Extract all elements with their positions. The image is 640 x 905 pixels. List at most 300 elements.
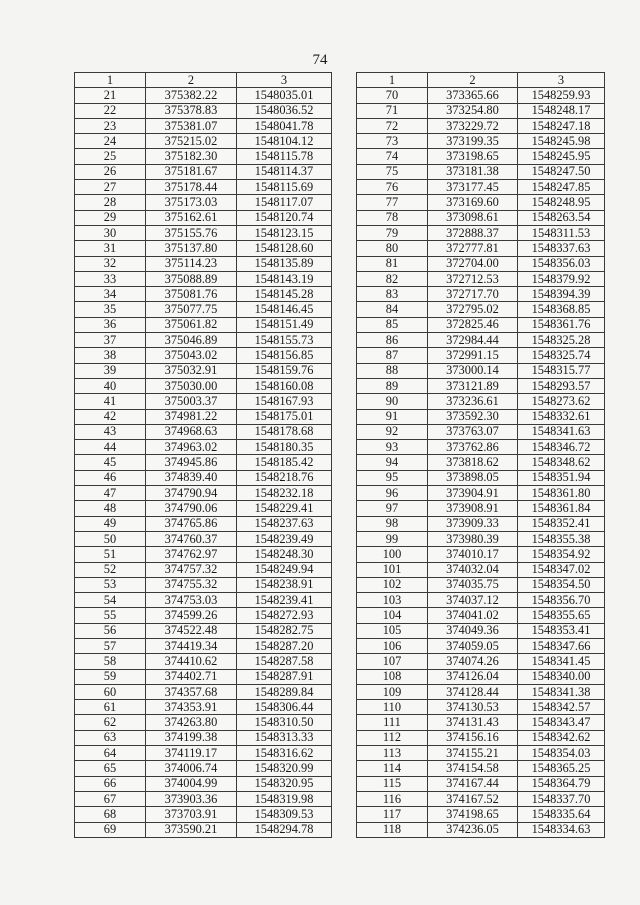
x-coordinate-cell: 373980.39 (428, 531, 518, 546)
table-row (357, 164, 605, 179)
x-coordinate-cell: 374074.26 (428, 654, 518, 669)
point-number-cell: 111 (357, 715, 428, 730)
x-coordinate-cell: 373365.66 (428, 88, 518, 103)
y-coordinate-cell: 1548247.85 (518, 180, 605, 195)
x-coordinate-cell: 373254.80 (428, 103, 518, 118)
x-coordinate-cell: 372984.44 (428, 333, 518, 348)
x-coordinate-cell: 375077.75 (146, 302, 237, 317)
y-coordinate-cell: 1548347.02 (518, 562, 605, 577)
table-row (357, 577, 605, 592)
y-coordinate-cell: 1548356.03 (518, 256, 605, 271)
x-coordinate-cell: 374156.16 (428, 730, 518, 745)
point-number-cell: 84 (357, 302, 428, 317)
table-row (357, 88, 605, 103)
y-coordinate-cell: 1548361.84 (518, 501, 605, 516)
x-coordinate-cell: 372777.81 (428, 241, 518, 256)
y-coordinate-cell: 1548361.76 (518, 317, 605, 332)
x-coordinate-cell: 375030.00 (146, 378, 237, 393)
table-row (75, 180, 332, 195)
table-row (75, 776, 332, 791)
x-coordinate-cell: 375088.89 (146, 271, 237, 286)
point-number-cell: 118 (357, 822, 428, 837)
table-row (357, 470, 605, 485)
table-row (75, 378, 332, 393)
y-coordinate-cell: 1548320.99 (237, 761, 332, 776)
x-coordinate-cell: 372825.46 (428, 317, 518, 332)
table-row (75, 638, 332, 653)
table-row (75, 363, 332, 378)
table-row (75, 700, 332, 715)
y-coordinate-cell: 1548180.35 (237, 440, 332, 455)
point-number-cell: 60 (75, 684, 146, 699)
y-coordinate-cell: 1548143.19 (237, 271, 332, 286)
x-coordinate-cell: 373592.30 (428, 409, 518, 424)
x-coordinate-cell: 373236.61 (428, 394, 518, 409)
table-row (357, 715, 605, 730)
table-row (75, 164, 332, 179)
x-coordinate-cell: 374119.17 (146, 746, 237, 761)
y-coordinate-cell: 1548293.57 (518, 378, 605, 393)
y-coordinate-cell: 1548311.53 (518, 225, 605, 240)
x-coordinate-cell: 375081.76 (146, 287, 237, 302)
point-number-cell: 30 (75, 225, 146, 240)
x-coordinate-cell: 373199.35 (428, 134, 518, 149)
x-coordinate-cell: 374757.32 (146, 562, 237, 577)
y-coordinate-cell: 1548287.91 (237, 669, 332, 684)
x-coordinate-cell: 374035.75 (428, 577, 518, 592)
table-row (75, 134, 332, 149)
column-header: 2 (428, 73, 518, 88)
point-number-cell: 110 (357, 700, 428, 715)
y-coordinate-cell: 1548041.78 (237, 118, 332, 133)
y-coordinate-cell: 1548114.37 (237, 164, 332, 179)
point-number-cell: 74 (357, 149, 428, 164)
x-coordinate-cell: 375173.03 (146, 195, 237, 210)
table-row (357, 134, 605, 149)
point-number-cell: 80 (357, 241, 428, 256)
y-coordinate-cell: 1548123.15 (237, 225, 332, 240)
y-coordinate-cell: 1548117.07 (237, 195, 332, 210)
point-number-cell: 38 (75, 348, 146, 363)
y-coordinate-cell: 1548356.70 (518, 593, 605, 608)
y-coordinate-cell: 1548355.65 (518, 608, 605, 623)
table-row (357, 791, 605, 806)
x-coordinate-cell: 373181.38 (428, 164, 518, 179)
point-number-cell: 62 (75, 715, 146, 730)
point-number-cell: 44 (75, 440, 146, 455)
point-number-cell: 51 (75, 547, 146, 562)
table-row (357, 669, 605, 684)
y-coordinate-cell: 1548287.20 (237, 638, 332, 653)
coordinates-table-left (74, 72, 332, 838)
point-number-cell: 43 (75, 424, 146, 439)
table-row (357, 516, 605, 531)
table-row (357, 638, 605, 653)
y-coordinate-cell: 1548354.92 (518, 547, 605, 562)
y-coordinate-cell: 1548294.78 (237, 822, 332, 837)
table-row (75, 486, 332, 501)
y-coordinate-cell: 1548394.39 (518, 287, 605, 302)
point-number-cell: 67 (75, 791, 146, 806)
x-coordinate-cell: 372704.00 (428, 256, 518, 271)
point-number-cell: 86 (357, 333, 428, 348)
point-number-cell: 64 (75, 746, 146, 761)
point-number-cell: 81 (357, 256, 428, 271)
table-row (357, 776, 605, 791)
table-row (357, 700, 605, 715)
x-coordinate-cell: 374167.52 (428, 791, 518, 806)
point-number-cell: 58 (75, 654, 146, 669)
point-number-cell: 75 (357, 164, 428, 179)
point-number-cell: 21 (75, 88, 146, 103)
point-number-cell: 69 (75, 822, 146, 837)
table-row (357, 684, 605, 699)
point-number-cell: 26 (75, 164, 146, 179)
table-row (357, 593, 605, 608)
y-coordinate-cell: 1548104.12 (237, 134, 332, 149)
y-coordinate-cell: 1548248.95 (518, 195, 605, 210)
y-coordinate-cell: 1548128.60 (237, 241, 332, 256)
y-coordinate-cell: 1548309.53 (237, 807, 332, 822)
table-row (357, 287, 605, 302)
table-row (357, 761, 605, 776)
x-coordinate-cell: 374839.40 (146, 470, 237, 485)
table-row (357, 256, 605, 271)
table-row (75, 409, 332, 424)
table-row (75, 791, 332, 806)
table-row (357, 271, 605, 286)
table-row (357, 394, 605, 409)
y-coordinate-cell: 1548347.66 (518, 638, 605, 653)
point-number-cell: 92 (357, 424, 428, 439)
point-number-cell: 103 (357, 593, 428, 608)
y-coordinate-cell: 1548185.42 (237, 455, 332, 470)
table-row (75, 88, 332, 103)
point-number-cell: 24 (75, 134, 146, 149)
y-coordinate-cell: 1548348.62 (518, 455, 605, 470)
y-coordinate-cell: 1548151.49 (237, 317, 332, 332)
point-number-cell: 70 (357, 88, 428, 103)
table-row (357, 118, 605, 133)
x-coordinate-cell: 374059.05 (428, 638, 518, 653)
x-coordinate-cell: 374357.68 (146, 684, 237, 699)
point-number-cell: 48 (75, 501, 146, 516)
point-number-cell: 87 (357, 348, 428, 363)
table-row (357, 363, 605, 378)
point-number-cell: 49 (75, 516, 146, 531)
x-coordinate-cell: 374049.36 (428, 623, 518, 638)
table-row (75, 669, 332, 684)
x-coordinate-cell: 374968.63 (146, 424, 237, 439)
x-coordinate-cell: 374037.12 (428, 593, 518, 608)
y-coordinate-cell: 1548232.18 (237, 486, 332, 501)
y-coordinate-cell: 1548355.38 (518, 531, 605, 546)
y-coordinate-cell: 1548239.49 (237, 531, 332, 546)
x-coordinate-cell: 375032.91 (146, 363, 237, 378)
y-coordinate-cell: 1548364.79 (518, 776, 605, 791)
x-coordinate-cell: 374006.74 (146, 761, 237, 776)
x-coordinate-cell: 373000.14 (428, 363, 518, 378)
column-header: 3 (518, 73, 605, 88)
y-coordinate-cell: 1548337.63 (518, 241, 605, 256)
point-number-cell: 105 (357, 623, 428, 638)
x-coordinate-cell: 374963.02 (146, 440, 237, 455)
table-row (75, 761, 332, 776)
y-coordinate-cell: 1548120.74 (237, 210, 332, 225)
x-coordinate-cell: 375137.80 (146, 241, 237, 256)
x-coordinate-cell: 373908.91 (428, 501, 518, 516)
x-coordinate-cell: 372795.02 (428, 302, 518, 317)
point-number-cell: 76 (357, 180, 428, 195)
table-row (357, 302, 605, 317)
y-coordinate-cell: 1548159.76 (237, 363, 332, 378)
table-row (75, 302, 332, 317)
page-number: 74 (312, 52, 328, 68)
table-row (75, 348, 332, 363)
y-coordinate-cell: 1548287.58 (237, 654, 332, 669)
y-coordinate-cell: 1548259.93 (518, 88, 605, 103)
x-coordinate-cell: 374765.86 (146, 516, 237, 531)
y-coordinate-cell: 1548306.44 (237, 700, 332, 715)
table-row (357, 730, 605, 745)
x-coordinate-cell: 372717.70 (428, 287, 518, 302)
table-row (75, 547, 332, 562)
table-row (75, 746, 332, 761)
point-number-cell: 29 (75, 210, 146, 225)
point-number-cell: 78 (357, 210, 428, 225)
table-row (357, 440, 605, 455)
x-coordinate-cell: 372991.15 (428, 348, 518, 363)
point-number-cell: 88 (357, 363, 428, 378)
point-number-cell: 54 (75, 593, 146, 608)
column-header: 2 (146, 73, 237, 88)
point-number-cell: 108 (357, 669, 428, 684)
y-coordinate-cell: 1548379.92 (518, 271, 605, 286)
table-header-row (357, 73, 605, 88)
y-coordinate-cell: 1548342.57 (518, 700, 605, 715)
table-row (75, 654, 332, 669)
x-coordinate-cell: 374981.22 (146, 409, 237, 424)
y-coordinate-cell: 1548353.41 (518, 623, 605, 638)
y-coordinate-cell: 1548316.62 (237, 746, 332, 761)
table-row (357, 562, 605, 577)
point-number-cell: 59 (75, 669, 146, 684)
point-number-cell: 57 (75, 638, 146, 653)
y-coordinate-cell: 1548145.28 (237, 287, 332, 302)
table-row (357, 654, 605, 669)
table-row (357, 241, 605, 256)
point-number-cell: 117 (357, 807, 428, 822)
table-row (75, 256, 332, 271)
y-coordinate-cell: 1548319.98 (237, 791, 332, 806)
x-coordinate-cell: 374198.65 (428, 807, 518, 822)
x-coordinate-cell: 373121.89 (428, 378, 518, 393)
point-number-cell: 55 (75, 608, 146, 623)
point-number-cell: 79 (357, 225, 428, 240)
y-coordinate-cell: 1548135.89 (237, 256, 332, 271)
point-number-cell: 72 (357, 118, 428, 133)
y-coordinate-cell: 1548238.91 (237, 577, 332, 592)
x-coordinate-cell: 375162.61 (146, 210, 237, 225)
table-row (75, 241, 332, 256)
x-coordinate-cell: 372888.37 (428, 225, 518, 240)
point-number-cell: 85 (357, 317, 428, 332)
table-row (75, 470, 332, 485)
y-coordinate-cell: 1548160.08 (237, 378, 332, 393)
point-number-cell: 91 (357, 409, 428, 424)
x-coordinate-cell: 374402.71 (146, 669, 237, 684)
point-number-cell: 28 (75, 195, 146, 210)
point-number-cell: 90 (357, 394, 428, 409)
table-row (75, 287, 332, 302)
y-coordinate-cell: 1548237.63 (237, 516, 332, 531)
y-coordinate-cell: 1548218.76 (237, 470, 332, 485)
table-row (357, 608, 605, 623)
x-coordinate-cell: 373198.65 (428, 149, 518, 164)
point-number-cell: 34 (75, 287, 146, 302)
table-row (357, 149, 605, 164)
x-coordinate-cell: 373763.07 (428, 424, 518, 439)
table-row (75, 593, 332, 608)
table-row (75, 822, 332, 837)
table-row (357, 486, 605, 501)
table-row (75, 531, 332, 546)
y-coordinate-cell: 1548245.95 (518, 149, 605, 164)
point-number-cell: 107 (357, 654, 428, 669)
point-number-cell: 114 (357, 761, 428, 776)
x-coordinate-cell: 374790.94 (146, 486, 237, 501)
y-coordinate-cell: 1548035.01 (237, 88, 332, 103)
point-number-cell: 71 (357, 103, 428, 118)
point-number-cell: 45 (75, 455, 146, 470)
table-row (75, 103, 332, 118)
point-number-cell: 46 (75, 470, 146, 485)
y-coordinate-cell: 1548325.28 (518, 333, 605, 348)
table-row (357, 225, 605, 240)
table-row (357, 195, 605, 210)
y-coordinate-cell: 1548334.63 (518, 822, 605, 837)
point-number-cell: 109 (357, 684, 428, 699)
x-coordinate-cell: 374753.03 (146, 593, 237, 608)
point-number-cell: 116 (357, 791, 428, 806)
y-coordinate-cell: 1548335.64 (518, 807, 605, 822)
y-coordinate-cell: 1548247.18 (518, 118, 605, 133)
x-coordinate-cell: 375046.89 (146, 333, 237, 348)
point-number-cell: 65 (75, 761, 146, 776)
point-number-cell: 93 (357, 440, 428, 455)
point-number-cell: 37 (75, 333, 146, 348)
point-number-cell: 113 (357, 746, 428, 761)
table-row (75, 149, 332, 164)
x-coordinate-cell: 373909.33 (428, 516, 518, 531)
point-number-cell: 47 (75, 486, 146, 501)
y-coordinate-cell: 1548289.84 (237, 684, 332, 699)
y-coordinate-cell: 1548342.62 (518, 730, 605, 745)
table-row (357, 409, 605, 424)
x-coordinate-cell: 375182.30 (146, 149, 237, 164)
table-row (75, 516, 332, 531)
point-number-cell: 27 (75, 180, 146, 195)
point-number-cell: 94 (357, 455, 428, 470)
table-row (75, 623, 332, 638)
table-row (75, 730, 332, 745)
x-coordinate-cell: 373898.05 (428, 470, 518, 485)
y-coordinate-cell: 1548247.50 (518, 164, 605, 179)
point-number-cell: 82 (357, 271, 428, 286)
table-row (75, 210, 332, 225)
y-coordinate-cell: 1548320.95 (237, 776, 332, 791)
point-number-cell: 95 (357, 470, 428, 485)
x-coordinate-cell: 374419.34 (146, 638, 237, 653)
table-row (357, 746, 605, 761)
y-coordinate-cell: 1548156.85 (237, 348, 332, 363)
x-coordinate-cell: 374004.99 (146, 776, 237, 791)
y-coordinate-cell: 1548248.30 (237, 547, 332, 562)
y-coordinate-cell: 1548115.78 (237, 149, 332, 164)
table-row (357, 378, 605, 393)
x-coordinate-cell: 373903.36 (146, 791, 237, 806)
x-coordinate-cell: 374410.62 (146, 654, 237, 669)
point-number-cell: 83 (357, 287, 428, 302)
point-number-cell: 23 (75, 118, 146, 133)
x-coordinate-cell: 374199.38 (146, 730, 237, 745)
point-number-cell: 68 (75, 807, 146, 822)
point-number-cell: 33 (75, 271, 146, 286)
point-number-cell: 100 (357, 547, 428, 562)
point-number-cell: 39 (75, 363, 146, 378)
table-row (75, 440, 332, 455)
y-coordinate-cell: 1548282.75 (237, 623, 332, 638)
point-number-cell: 106 (357, 638, 428, 653)
x-coordinate-cell: 374599.26 (146, 608, 237, 623)
x-coordinate-cell: 375061.82 (146, 317, 237, 332)
x-coordinate-cell: 374760.37 (146, 531, 237, 546)
x-coordinate-cell: 375043.02 (146, 348, 237, 363)
x-coordinate-cell: 374126.04 (428, 669, 518, 684)
point-number-cell: 61 (75, 700, 146, 715)
x-coordinate-cell: 373904.91 (428, 486, 518, 501)
point-number-cell: 32 (75, 256, 146, 271)
x-coordinate-cell: 375114.23 (146, 256, 237, 271)
x-coordinate-cell: 372712.53 (428, 271, 518, 286)
table-row (75, 118, 332, 133)
x-coordinate-cell: 373818.62 (428, 455, 518, 470)
point-number-cell: 66 (75, 776, 146, 791)
y-coordinate-cell: 1548341.45 (518, 654, 605, 669)
point-number-cell: 36 (75, 317, 146, 332)
x-coordinate-cell: 374155.21 (428, 746, 518, 761)
table-row (357, 348, 605, 363)
table-row (357, 455, 605, 470)
x-coordinate-cell: 373703.91 (146, 807, 237, 822)
y-coordinate-cell: 1548341.38 (518, 684, 605, 699)
y-coordinate-cell: 1548346.72 (518, 440, 605, 455)
y-coordinate-cell: 1548368.85 (518, 302, 605, 317)
y-coordinate-cell: 1548248.17 (518, 103, 605, 118)
table-row (75, 562, 332, 577)
table-row (357, 333, 605, 348)
point-number-cell: 77 (357, 195, 428, 210)
table-row (357, 424, 605, 439)
x-coordinate-cell: 374522.48 (146, 623, 237, 638)
x-coordinate-cell: 374755.32 (146, 577, 237, 592)
table-row (357, 807, 605, 822)
y-coordinate-cell: 1548310.50 (237, 715, 332, 730)
point-number-cell: 98 (357, 516, 428, 531)
x-coordinate-cell: 373229.72 (428, 118, 518, 133)
point-number-cell: 31 (75, 241, 146, 256)
table-row (75, 271, 332, 286)
